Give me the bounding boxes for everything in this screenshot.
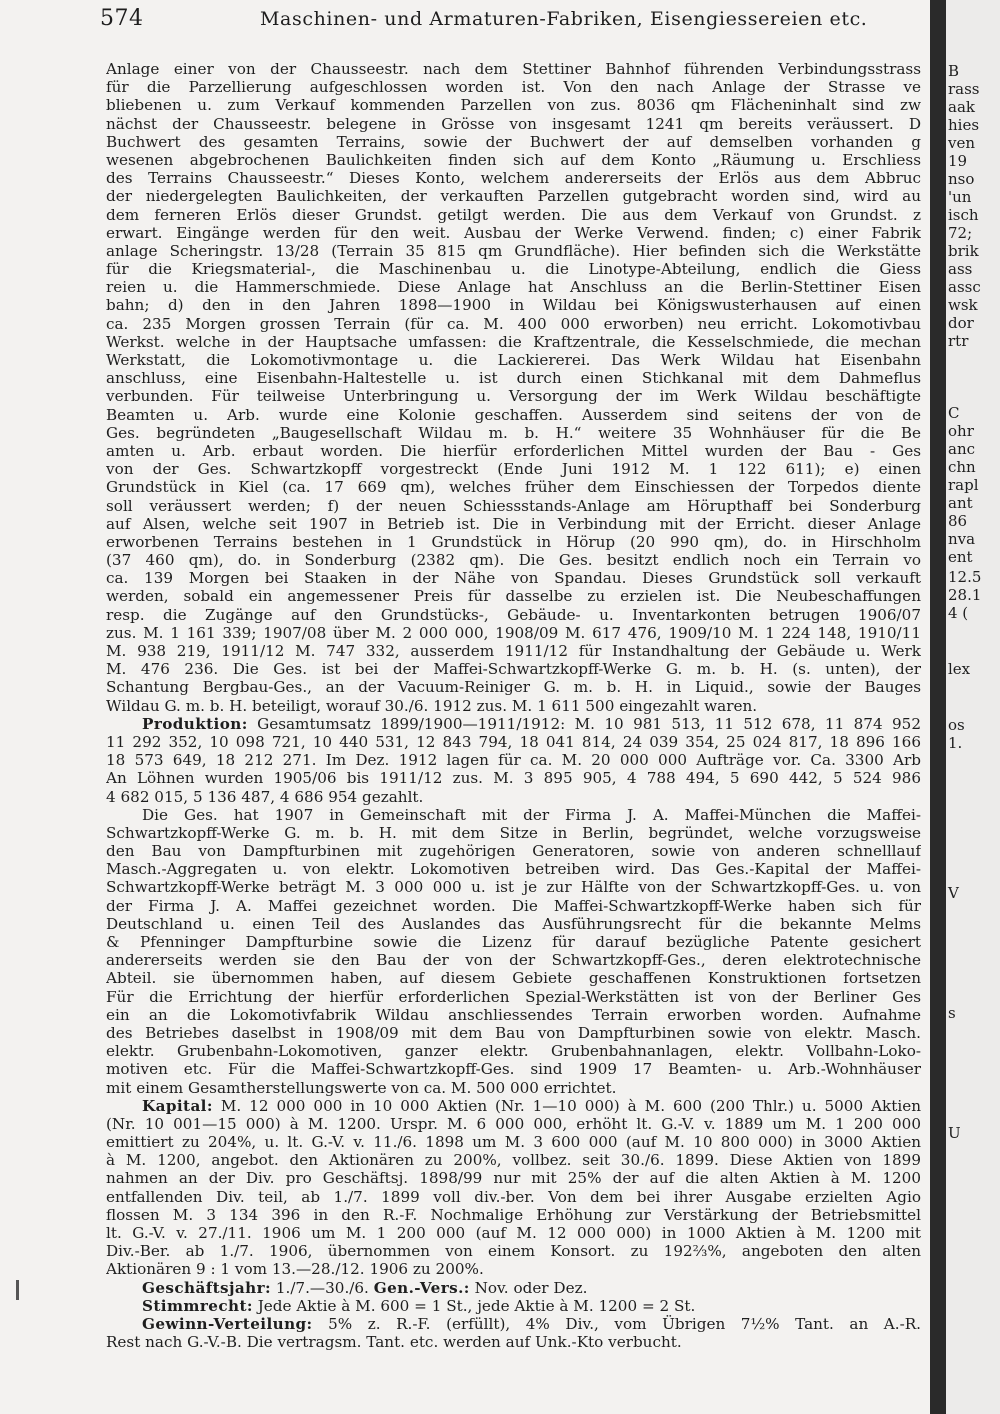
text-line: Masch.-Aggregaten u. von elektr. Lokomotiven betreiben wird. Das Ges.-Kapital der Maffei- — [106, 860, 921, 879]
text-line: Aktionären 9 : 1 vom 13.—28./12. 1906 zu 200%. — [106, 1260, 484, 1279]
text-line: Ges. begründeten „Baugesellschaft Wildau m. b. H.“ weitere 35 Wohnhäuser für die Be — [106, 423, 921, 442]
section-label: Kapital: — [142, 1096, 213, 1115]
body-text — [106, 60, 921, 1351]
text-line: 4 682 015, 5 136 487, 4 686 954 gezahlt. — [106, 787, 424, 806]
text-line: nahmen an der Div. pro Geschäftsj. 1898/99 nur mit 25% der auf die alten Aktien à M. 1200 — [106, 1169, 921, 1188]
running-head: Maschinen- und Armaturen-Fabriken, Eisengiessereien etc. — [260, 8, 868, 30]
text-line: Produktion: Gesamtumsatz 1899/1900—1911/1912: M. 10 981 513, 11 512 678, 11 874 952 — [142, 714, 921, 733]
text-line: Die Ges. hat 1907 in Gemeinschaft mit der Firma J. A. Maffei-München die Maffei- — [142, 805, 921, 824]
text-line: werden, sobald ein angemessener Preis für dasselbe zu erzielen ist. Die Neubeschaffungen — [106, 587, 921, 606]
text-line: ca. 139 Morgen bei Staaken in der Nähe von Spandau. Dieses Grundstück soll verkauft — [106, 569, 921, 588]
text-line: bahn; d) den in den Jahren 1898—1900 in Wildau bei Königswusterhausen auf einen — [106, 296, 921, 315]
text-line: 11 292 352, 10 098 721, 10 440 531, 12 843 794, 18 041 814, 24 039 354, 25 024 817, 18 896 166 — [106, 732, 921, 751]
text-line: erworbenen Terrains bestehen in 1 Grundstück in Hörup (20 990 qm), do. in Hirschholm — [106, 532, 921, 551]
adjacent-page-fragment: 12.5 — [948, 568, 982, 586]
text-line: bliebenen u. zum Verkauf kommenden Parzellen von zus. 8036 qm Flächeninhalt sind zw — [106, 96, 921, 115]
adjacent-page-fragment: 19 — [948, 152, 968, 170]
section-label: Gewinn-Verteilung: — [142, 1314, 313, 1333]
text-line: Für die Errichtung der hierfür erforderlichen Spezial-Werkstätten ist von der Berliner Ges — [106, 987, 921, 1006]
text-line: anlage Scheringstr. 13/28 (Terrain 35 815 qm Grundfläche). Hier befinden sich die Werkstätte — [106, 241, 921, 260]
text-line: M. 938 219, 1911/12 M. 747 332, ausserdem 1911/12 für Instandhaltung der Gebäude u. Werk — [106, 642, 921, 660]
adjacent-page-fragment: 4 ( — [948, 604, 969, 622]
text-line: Werkstatt, die Lokomotivmontage u. die Lackiererei. Das Werk Wildau hat Eisenbahn — [106, 351, 921, 369]
text-line: motiven etc. Für die Maffei-Schwartzkopff-Ges. sind 1909 17 Beamten- u. Arb.-Wohnhäuser — [106, 1060, 921, 1079]
text-line: flossen M. 3 134 396 in den R.-F. Nochmalige Erhöhung zur Verstärkung der Betriebsmittel — [106, 1205, 921, 1224]
adjacent-page-fragment: isch — [948, 206, 979, 224]
text-line: dem ferneren Erlös dieser Grundst. getilgt werden. Die aus dem Verkauf von Grundst. z — [106, 205, 921, 224]
page-number: 574 — [100, 6, 144, 31]
text-line: emittiert zu 204%, u. lt. G.-V. v. 11./6. 1898 um M. 3 600 000 (auf M. 10 800 000) in 3000 Aktien — [106, 1133, 921, 1152]
text-line: auf Alsen, welche seit 1907 in Betrieb ist. Die in Verbindung mit der Erricht. dieser Anlage — [106, 514, 921, 533]
text-line: der niedergelegten Baulichkeiten, der verkauften Parzellen gutgebracht worden sind, wird au — [106, 187, 921, 206]
book-gutter — [930, 0, 946, 1414]
adjacent-page-fragment: assc — [948, 278, 981, 296]
adjacent-page-fragment: 'un — [948, 188, 972, 206]
text-line: (37 460 qm), do. in Sonderburg (2382 qm). Die Ges. besitzt endlich noch ein Terrain vo — [106, 551, 921, 570]
text-line: amten u. Arb. erbaut worden. Die hierfür erforderlichen Mittel wurden der Bau - Ges — [106, 441, 921, 460]
text-line: & Pfenninger Dampfturbine sowie die Lizenz für darauf bezügliche Patente gesichert — [106, 933, 921, 951]
text-line: Geschäftsjahr: 1./7.—30./6. Gen.-Vers.: Nov. oder Dez. — [142, 1278, 588, 1297]
text-line: Grundstück in Kiel (ca. 17 669 qm), welches früher dem Einschiessen der Torpedos diente — [106, 478, 921, 497]
adjacent-page-fragment: U — [948, 1124, 961, 1142]
text-line: Stimmrecht: Jede Aktie à M. 600 = 1 St., jede Aktie à M. 1200 = 2 St. — [142, 1296, 696, 1315]
section-label: Stimmrecht: — [142, 1296, 253, 1315]
adjacent-page-fragment: ant — [948, 494, 973, 512]
adjacent-page-fragment: anc — [948, 440, 976, 458]
text-line: den Bau von Dampfturbinen mit zugehörigen Generatoren, sowie von anderen schnelllauf — [106, 842, 921, 861]
text-line: wesenen abgebrochenen Baulichkeiten finden sich auf dem Konto „Räumung u. Erschliess — [106, 150, 921, 169]
text-line: Abteil. sie übernommen haben, auf diesem Gebiete geschaffenen Konstruktionen fortsetzen — [106, 969, 921, 988]
section-label: Produktion: — [142, 714, 248, 733]
section-label: Gen.-Vers.: — [373, 1278, 470, 1297]
text-line: Schwartzkopff-Werke beträgt M. 3 000 000 u. ist je zur Hälfte von der Schwartzkopff-Ges. u. von — [106, 878, 921, 897]
adjacent-page-fragment: ven — [948, 134, 976, 152]
text-line: reien u. die Hammerschmiede. Diese Anlage hat Anschluss an die Berlin-Stettiner Eisen — [106, 278, 921, 297]
adjacent-page-fragment: rtr — [948, 332, 969, 350]
text-line: Buchwert des gesamten Terrains, sowie der Buchwert der auf demselben vorhanden g — [106, 132, 921, 151]
adjacent-page-fragment: brik — [948, 242, 979, 260]
text-line: Beamten u. Arb. wurde eine Kolonie geschaffen. Ausserdem sind seitens der von de — [106, 405, 921, 424]
text-line: ca. 235 Morgen grossen Terrain (für ca. M. 400 000 erworben) neu erricht. Lokomotivbau — [106, 314, 921, 333]
text-line: lt. G.-V. v. 27./11. 1906 um M. 1 200 000 (auf M. 12 000 000) in 1000 Aktien à M. 1200 mit — [106, 1224, 921, 1242]
text-line: ein an die Lokomotivfabrik Wildau anschliessendes Terrain erworben worden. Aufnahme — [106, 1005, 921, 1024]
adjacent-page-fragment: rapl — [948, 476, 979, 494]
adjacent-page-fragment: os — [948, 716, 965, 734]
text-line: An Löhnen wurden 1905/06 bis 1911/12 zus. M. 3 895 905, 4 788 494, 5 690 442, 5 524 986 — [106, 769, 921, 788]
adjacent-page-fragment: ohr — [948, 422, 974, 440]
adjacent-page-fragment: ent — [948, 548, 973, 566]
text-line: resp. die Zugänge auf den Grundstücks-, Gebäude- u. Inventarkonten betrugen 1906/07 — [106, 605, 921, 624]
text-line: Werkst. welche in der Hauptsache umfassen: die Kraftzentrale, die Kesselschmiede, die mechan — [106, 332, 921, 351]
text-line: Schantung Bergbau-Ges., an der Vacuum-Reiniger G. m. b. H. in Liquid., sowie der Bauges — [106, 678, 921, 697]
text-line: 18 573 649, 18 212 271. Im Dez. 1912 lagen für ca. M. 20 000 000 Aufträge vor. Ca. 3300 Arb — [106, 751, 921, 770]
text-line: nächst der Chausseestr. belegene in Grösse von insgesamt 1241 qm bereits veräussert. D — [106, 114, 921, 133]
adjacent-page-fragment: s — [948, 1004, 956, 1022]
text-line: von der Ges. Schwartzkopff vorgestreckt (Ende Juni 1912 M. 1 122 611); e) einen — [106, 460, 921, 479]
adjacent-page-fragment: wsk — [948, 296, 978, 314]
text-line: zus. M. 1 161 339; 1907/08 über M. 2 000 000, 1908/09 M. 617 476, 1909/10 M. 1 224 148, 1910/11 — [106, 623, 921, 642]
text-line: entfallenden Div. teil, ab 1./7. 1899 voll div.-ber. Von dem bei ihrer Ausgabe erzielten Agio — [106, 1187, 921, 1206]
adjacent-page-fragment: 1. — [948, 734, 963, 752]
text-line: anschluss, eine Eisenbahn-Haltestelle u. ist durch einen Stichkanal mit dem Dahmeflus — [106, 369, 921, 388]
text-line: mit einem Gesamtherstellungswerte von ca. M. 500 000 errichtet. — [106, 1078, 617, 1097]
adjacent-page-fragment: hies — [948, 116, 980, 134]
text-line: Kapital: M. 12 000 000 in 10 000 Aktien (Nr. 1—10 000) à M. 600 (200 Thlr.) u. 5000 Aktien — [142, 1096, 921, 1115]
text-line: Rest nach G.-V.-B. Die vertragsm. Tant. etc. werden auf Unk.-Kto verbucht. — [106, 1333, 682, 1352]
adjacent-page-fragment: nva — [948, 530, 976, 548]
adjacent-page-edge — [946, 0, 1000, 1414]
text-line: Div.-Ber. ab 1./7. 1906, übernommen von einem Konsort. zu 192⅔%, angeboten den alten — [106, 1242, 921, 1261]
margin-mark — [16, 1280, 19, 1300]
text-line: andererseits werden sie den Bau der von der Schwartzkopff-Ges., deren elektrotechnische — [106, 951, 921, 970]
text-line: für die Parzellierung aufgeschlossen worden ist. Von den nach Anlage der Strasse ve — [106, 78, 921, 97]
text-line: des Betriebes daselbst in 1908/09 mit dem Bau von Dampfturbinen sowie von elektr. Masch. — [106, 1023, 921, 1042]
adjacent-page-fragment: C — [948, 404, 960, 422]
adjacent-page-fragment: aak — [948, 98, 975, 116]
adjacent-page-fragment: nso — [948, 170, 975, 188]
adjacent-page-fragment: 72; — [948, 224, 973, 242]
text-line: M. 476 236. Die Ges. ist bei der Maffei-Schwartzkopff-Werke G. m. b. H. (s. unten), der — [106, 660, 921, 679]
text-line: à M. 1200, angebot. den Aktionären zu 200%, vollbez. seit 30./6. 1899. Diese Aktien von 1899 — [106, 1151, 921, 1170]
text-line: (Nr. 10 001—15 000) à M. 1200. Urspr. M. 6 000 000, erhöht lt. G.-V. v. 1889 um M. 1 200 000 — [106, 1114, 921, 1133]
page-header — [100, 6, 926, 36]
section-label: Geschäftsjahr: — [142, 1278, 271, 1297]
text-line: des Terrains Chausseestr.“ Dieses Konto, welchem andererseits der Erlös aus dem Abbruc — [106, 169, 921, 188]
text-line: soll veräussert werden; f) der neuen Schiessstands-Anlage am Hörupthaff bei Sonderburg — [106, 496, 921, 515]
text-line: für die Kriegsmaterial-, die Maschinenbau u. die Linotype-Abteilung, endlich die Giess — [106, 260, 921, 279]
text-line: Wildau G. m. b. H. beteiligt, worauf 30./6. 1912 zus. M. 1 611 500 eingezahlt waren. — [106, 696, 758, 715]
adjacent-page-fragment: dor — [948, 314, 974, 332]
text-line: elektr. Grubenbahn-Lokomotiven, ganzer elektr. Grubenbahnanlagen, elektr. Vollbahn-Loko- — [106, 1042, 921, 1061]
text-line: Gewinn-Verteilung: 5% z. R.-F. (erfüllt), 4% Div., vom Übrigen 7½% Tant. an A.-R. — [142, 1314, 921, 1333]
text-line: verbunden. Für teilweise Unterbringung u. Versorgung der im Werk Wildau beschäftigte — [106, 387, 921, 406]
text-line: Schwartzkopff-Werke G. m. b. H. mit dem Sitze in Berlin, begründet, welche vorzugsweise — [106, 823, 921, 842]
adjacent-page-fragment: V — [948, 884, 959, 902]
text-line: erwart. Eingänge werden für den weit. Ausbau der Werke Verwend. finden; c) einer Fabrik — [106, 223, 921, 242]
text-line: der Firma J. A. Maffei gezeichnet worden. Die Maffei-Schwartzkopff-Werke haben sich für — [106, 896, 921, 915]
adjacent-page-fragment: lex — [948, 660, 971, 678]
adjacent-page-fragment: 28.1 — [948, 586, 982, 604]
adjacent-page-fragment: ass — [948, 260, 973, 278]
text-line: Anlage einer von der Chausseestr. nach dem Stettiner Bahnhof führenden Verbindungsstrass — [106, 60, 921, 78]
text-line: Deutschland u. einen Teil des Auslandes das Ausführungsrecht für die bekannte Melms — [106, 914, 921, 933]
adjacent-page-fragment: chn — [948, 458, 976, 476]
adjacent-page-fragment: rass — [948, 80, 980, 98]
adjacent-page-fragment: B — [948, 62, 960, 80]
adjacent-page-fragment: 86 — [948, 512, 968, 530]
